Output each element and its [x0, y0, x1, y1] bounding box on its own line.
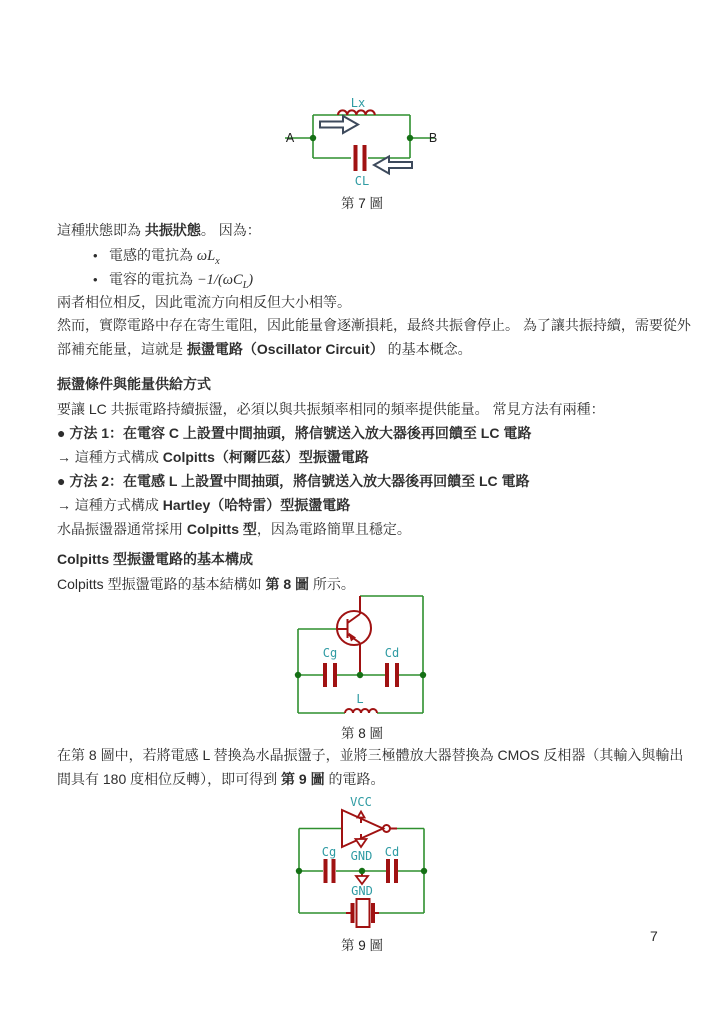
term-oscillator-circuit: 振盪電路（Oscillator Circuit） [186, 341, 384, 357]
para-phase-opposite [57, 293, 351, 311]
text-segment: 電感的電抗為 [109, 247, 197, 263]
text-segment: 電容的電抗為 [109, 271, 197, 287]
para-energy-supply [57, 400, 605, 418]
text-segment: 的基本概念。 [383, 341, 472, 357]
para-energy-decay-2 [57, 340, 472, 358]
para-energy-decay-1 [57, 316, 691, 334]
colpitts-circuit-diagram [280, 593, 450, 721]
crystal-icon [346, 899, 379, 927]
para-method-1: ● 方法 1：在電容 C 上設置中間抽頭，將信號送入放大器後再回饋至 LC 電路 [57, 425, 532, 441]
text-segment: 要讓 LC 共振電路持續振盪，必須以與共振頻率相同的頻率提供能量。 常見方法有兩種： [57, 401, 605, 417]
capacitor-cd-label: Cd [384, 646, 400, 660]
capacitor-cd-icon [387, 663, 397, 687]
term-colpitts-type: Colpitts 型 [186, 521, 257, 537]
figure-8-caption: 第 8 圖 [340, 726, 383, 741]
transistor-icon [337, 596, 371, 675]
capacitor-cl-label: CL [354, 174, 370, 188]
para-method-1-result [57, 448, 369, 466]
bullet-icon: • [93, 272, 98, 287]
formula-capacitive-reactance: $-1/(\omega C_L)$ [196, 272, 254, 291]
current-arrow-left-icon [374, 157, 412, 174]
para-resonance-intro [57, 221, 261, 239]
node-right [420, 672, 426, 678]
figure-8-colpitts-circuit [280, 593, 450, 721]
capacitor-cd-icon [388, 859, 396, 883]
vcc-label: VCC [350, 795, 372, 809]
text-segment: 這種狀態即為 [57, 222, 145, 238]
cmos-inverter-icon [342, 810, 397, 847]
node-left [296, 868, 302, 874]
inductor-lx-label: Lx [350, 96, 366, 110]
node-middle [359, 868, 365, 874]
para-colpitts-figure-ref [57, 575, 355, 593]
text-segment: → 這種方式構成 [57, 497, 163, 513]
term-colpitts: Colpitts（柯爾匹茲）型振盪電路 [162, 449, 369, 465]
text-segment: 在第 8 圖中，若將電感 L 替換為水晶振盪子，並將三極體放大器替換為 CMOS 反相器（其輸入與輸出 [57, 747, 684, 763]
vcc-arrow-icon [358, 812, 365, 818]
inductor-l-label: L [356, 692, 364, 706]
bullet-inductor-reactance [93, 246, 220, 271]
text-segment: 的電路。 [324, 771, 385, 787]
inverter-gnd-icon [356, 839, 367, 847]
heading-colpitts-structure: Colpitts 型振盪電路的基本構成 [57, 551, 253, 567]
text-segment: ，因為電路簡單且穩定。 [256, 521, 411, 537]
figure-9-crystal-oscillator-circuit [280, 794, 450, 936]
capacitor-cg-icon [326, 859, 334, 883]
text-segment: 間具有 180 度相位反轉），即可得到 [57, 771, 282, 787]
text-segment: Colpitts 型振盪電路的基本結構如 [57, 576, 266, 592]
heading-oscillation-conditions: 振盪條件與能量供給方式 [57, 376, 211, 392]
para-crystal-choice [57, 520, 411, 538]
term-hartley: Hartley（哈特雷）型振盪電路 [162, 497, 351, 513]
para-method-2-result [57, 496, 350, 514]
lc-circuit-diagram [263, 92, 463, 192]
capacitor-cd-label: Cd [384, 845, 400, 859]
capacitor-cg-label: Cg [322, 646, 338, 660]
node-right [407, 135, 413, 141]
term-resonant-state: 共振狀態 [144, 222, 201, 238]
capacitor-cl-icon [356, 145, 365, 171]
text-segment: 所示。 [309, 576, 355, 592]
text-segment: 水晶振盪器通常採用 [57, 521, 187, 537]
para-method-2: ● 方法 2：在電感 L 上設置中間抽頭，將信號送入放大器後再回饋至 LC 電路 [57, 473, 530, 489]
figure-7-caption: 第 7 圖 [340, 196, 383, 211]
para-fig9-intro-2 [57, 770, 385, 788]
node-left [310, 135, 316, 141]
inverter-gnd-label: GND [350, 849, 373, 863]
term-figure-9: 第 9 圖 [281, 771, 325, 787]
current-arrow-right-icon [320, 116, 358, 133]
figure-9-caption: 第 9 圖 [340, 938, 383, 953]
node-right [421, 868, 427, 874]
page-number: 7 [650, 928, 658, 944]
formula-inductive-reactance: $\omega L_x$ [196, 248, 220, 267]
capacitor-cg-icon [325, 663, 335, 687]
terminal-b-label: B [428, 131, 438, 145]
para-fig9-intro-1 [57, 746, 683, 764]
node-middle [357, 672, 363, 678]
capacitor-cg-label: Cg [321, 845, 337, 859]
figure-7-lc-resonant-circuit [263, 92, 463, 192]
text-segment: 。 因為： [200, 222, 261, 238]
text-segment: 部補充能量，這就是 [57, 341, 187, 357]
text-segment: → 這種方式構成 [57, 449, 163, 465]
bullet-capacitor-reactance [93, 270, 253, 295]
node-left [295, 672, 301, 678]
text-segment: 然而，實際電路中存在寄生電阻，因此能量會逐漸損耗，最終共振會停止。 為了讓共振持續，需要從外 [57, 317, 691, 333]
node-gnd-label: GND [351, 884, 373, 898]
text-segment: 兩者相位相反，因此電流方向相反但大小相等。 [57, 294, 351, 310]
bullet-icon: • [93, 248, 98, 263]
crystal-oscillator-diagram [280, 794, 450, 936]
inductor-l-icon [345, 709, 377, 713]
terminal-a-label: A [285, 131, 295, 145]
term-figure-8: 第 8 圖 [265, 576, 310, 592]
